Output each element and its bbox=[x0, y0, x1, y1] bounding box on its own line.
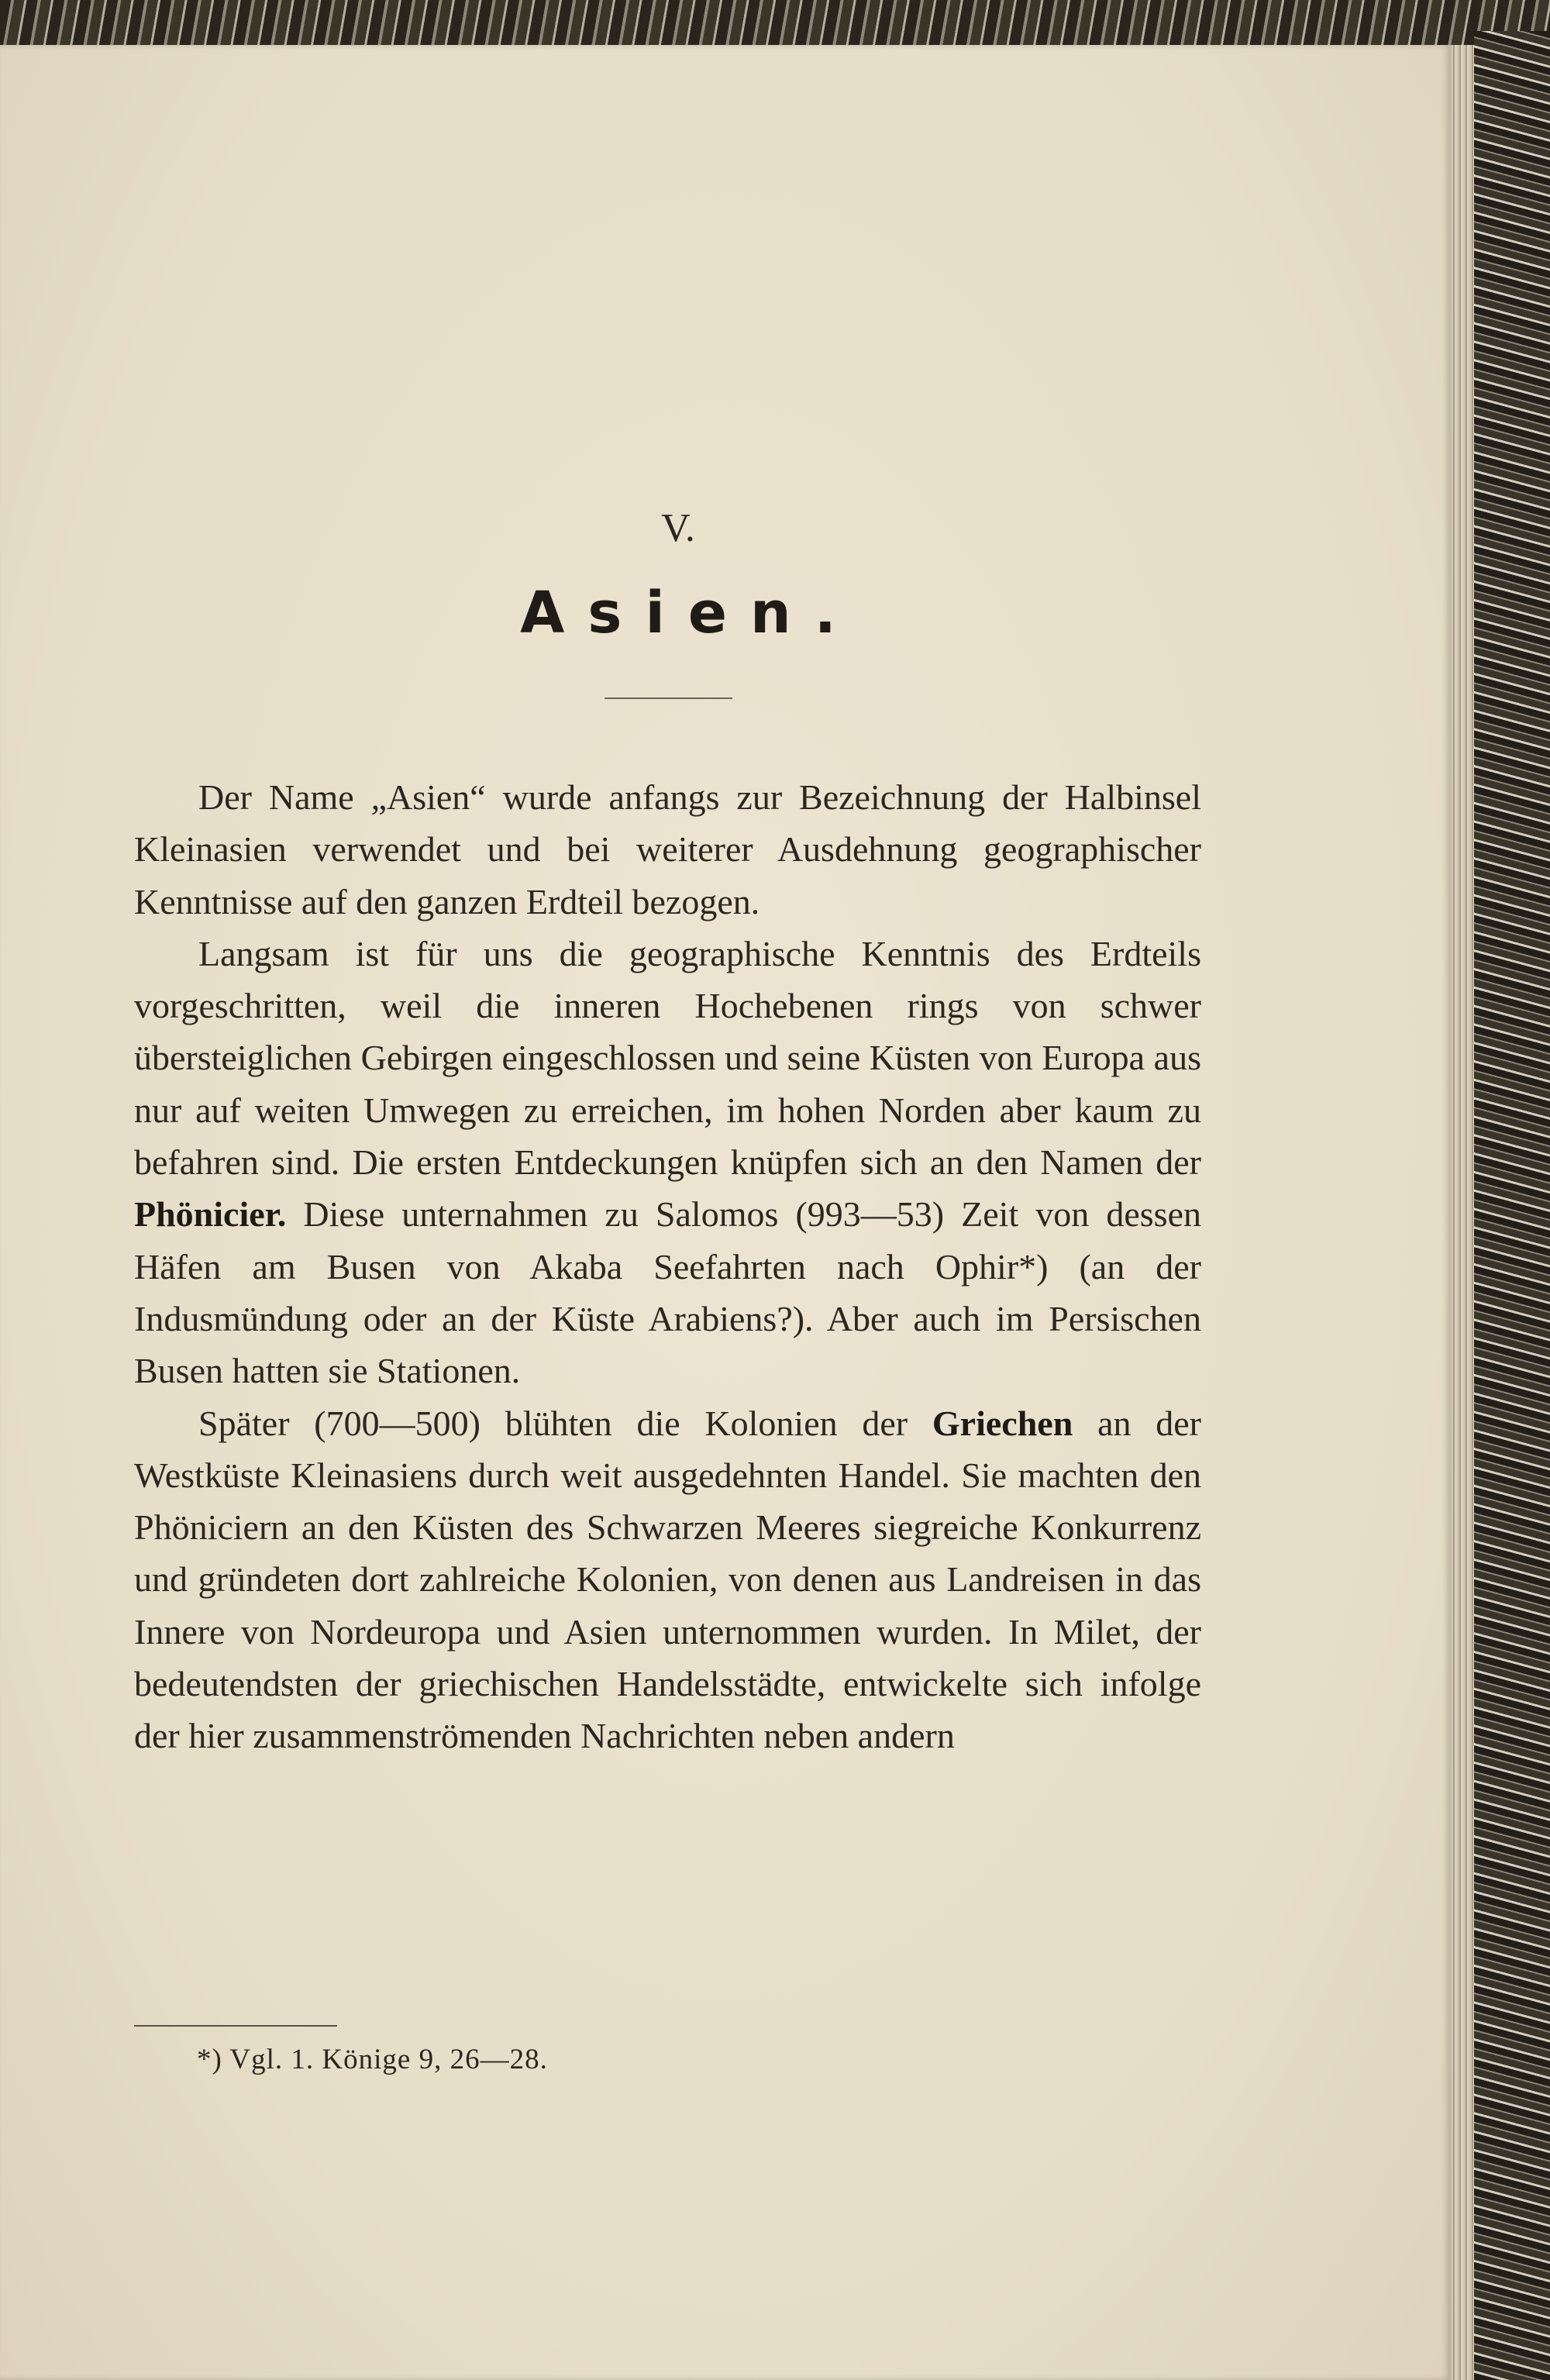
paragraph-2-text-b: Diese unternahmen zu Salomos (993—53) Zeit von dessen Häfen am Busen von Akaba Seefahrten nach Ophir*) (an der Indusmündung oder an der Küste Arabiens?). Aber auch im Persischen Busen hatten sie Stationen. bbox=[134, 1194, 1201, 1391]
body-text bbox=[134, 771, 1201, 1762]
footnote: *) Vgl. 1. Könige 9, 26—28. bbox=[197, 2044, 548, 2075]
term-phoenicier: Phönicier. bbox=[134, 1194, 287, 1235]
paragraph-1-text: Der Name „Asien“ wurde anfangs zur Bezeichnung der Halbinsel Kleinasien verwendet und bei weiterer Ausdehnung geographischer Kenntnisse auf den ganzen Erdteil bezogen. bbox=[134, 777, 1201, 921]
paragraph-3-text-a: Später (700—500) blühten die Kolonien der bbox=[198, 1403, 932, 1443]
title-divider bbox=[604, 697, 732, 699]
paragraph-2-text-a: Langsam ist für uns die geographische Kenntnis des Erdteils vorgeschritten, weil die inneren Hochebenen rings von schwer übersteiglichen Gebirgen eingeschlossen und seine Küsten von Europa aus nur auf weiten Umwegen zu erreichen, im hohen Norden aber kaum zu befahren sind. Die ersten Entdeckungen knüpfen sich an den Namen der bbox=[134, 933, 1201, 1183]
paragraph-3 bbox=[134, 1397, 1201, 1762]
paragraph-2 bbox=[134, 928, 1201, 1397]
paragraph-1 bbox=[134, 771, 1201, 928]
marbled-cover-board bbox=[1474, 31, 1550, 2380]
footnote-rule bbox=[134, 2025, 337, 2027]
page-fore-edge bbox=[1451, 45, 1474, 2380]
term-griechen: Griechen bbox=[932, 1403, 1073, 1443]
paragraph-3-text-b: an der Westküste Kleinasiens durch weit ausgedehnten Handel. Sie machten den Phöniciern an den Küsten des Schwarzen Meeres siegreiche Konkurrenz und gründeten dort zahlreiche Kolonien, von denen aus Landreisen in das Innere von Nordeuropa und Asien unternommen wurden. In Milet, der bedeutendsten der griechischen Handelsstädte, entwickelte sich infolge der hier zusammenströmenden Nachrichten neben andern bbox=[134, 1403, 1201, 1756]
chapter-title: Asien. bbox=[520, 580, 859, 646]
chapter-number: V. bbox=[661, 506, 695, 550]
